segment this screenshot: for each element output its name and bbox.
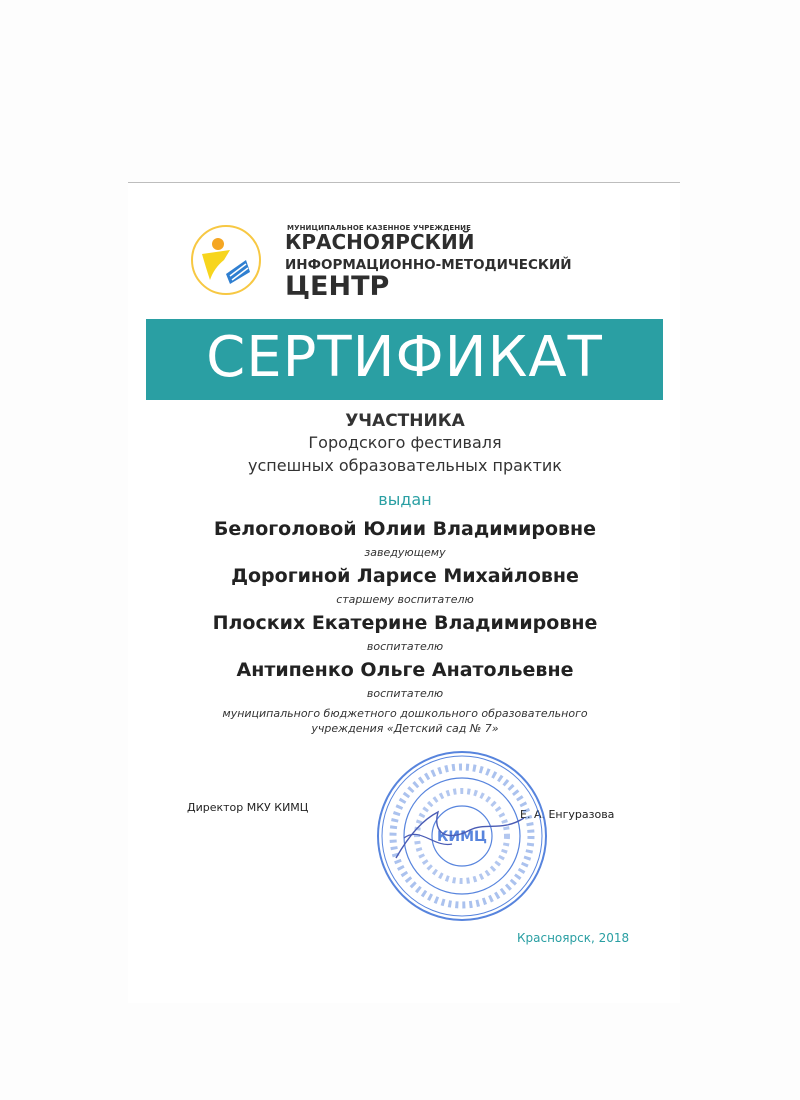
festival-line2: успешных образовательных практик	[248, 456, 562, 475]
org-type: МУНИЦИПАЛЬНОЕ КАЗЕННОЕ УЧРЕЖДЕНИЕ	[287, 224, 472, 232]
recipient-name: Антипенко Ольге Анатольевне	[236, 659, 574, 681]
seal-center-text: КИМЦ	[436, 829, 488, 845]
recipient-name: Дорогиной Ларисе Михайловне	[231, 565, 579, 587]
official-seal	[374, 748, 550, 924]
director-name: Е. А. Енгуразова	[520, 808, 615, 821]
org-name-line1: КРАСНОЯРСКИЙ	[285, 230, 475, 254]
title-banner	[146, 319, 663, 400]
org-name-line3: ЦЕНТР	[285, 271, 390, 302]
participant-heading: УЧАСТНИКА	[345, 411, 465, 431]
recipient-role: воспитателю	[366, 687, 444, 700]
org-name-line2: ИНФОРМАЦИОННО-МЕТОДИЧЕСКИЙ	[285, 257, 572, 273]
recipient-role: воспитателю	[366, 640, 444, 653]
kimc-logo-icon	[190, 224, 262, 296]
recipient-name: Плоских Екатерине Владимировне	[212, 612, 598, 634]
institution-line2: учреждения «Детский сад № 7»	[311, 722, 499, 735]
certificate-title: СЕРТИФИКАТ	[206, 325, 603, 390]
issued-label: выдан	[378, 490, 432, 509]
institution-line1: муниципального бюджетного дошкольного образовательного	[222, 707, 588, 720]
recipient-role: заведующему	[364, 546, 446, 559]
recipient-name: Белоголовой Юлии Владимировне	[213, 518, 597, 540]
director-position: Директор МКУ КИМЦ	[187, 801, 309, 814]
recipient-role: старшему воспитателю	[336, 593, 474, 606]
city-year: Красноярск, 2018	[517, 931, 630, 945]
festival-line1: Городского фестиваля	[308, 433, 502, 452]
